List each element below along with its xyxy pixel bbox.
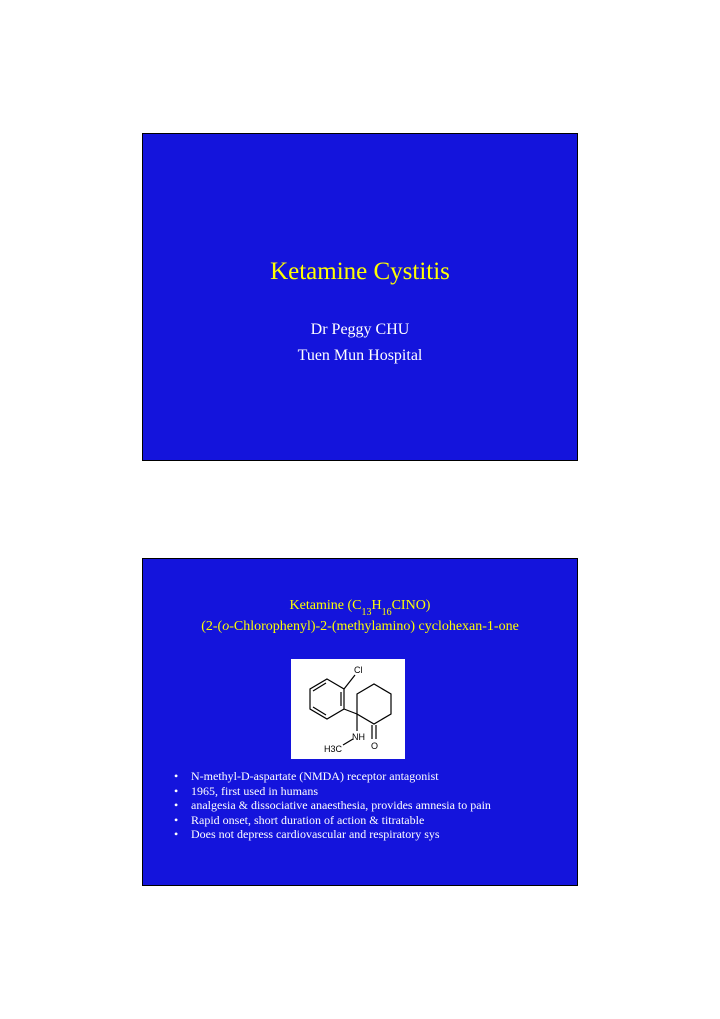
bullet-item: • analgesia & dissociative anaesthesia, provides amnesia to pain (171, 798, 551, 813)
cyclohexane-ring (357, 684, 391, 724)
author-name: Dr Peggy CHU (310, 321, 410, 338)
chemical-name (143, 619, 577, 635)
nh-label: NH (352, 732, 365, 742)
benzene-inner-bond-1 (313, 683, 326, 691)
structure-svg (291, 659, 405, 759)
formula-rest: CINO) (391, 598, 431, 613)
benzene-ring (310, 679, 344, 719)
slide-ketamine (142, 558, 578, 886)
bullet-item: • N-methyl-D-aspartate (NMDA) receptor antagonist (171, 769, 551, 784)
formula-heading (143, 598, 577, 618)
h3c-label: H3C (324, 744, 343, 754)
chem-prefix: (2-( (201, 619, 223, 634)
formula-c-subscript: 13 (361, 606, 372, 618)
chem-italic: o (222, 619, 230, 634)
formula-h-subscript: 16 (381, 606, 392, 618)
slide-title (142, 133, 578, 461)
ring-link-bond (344, 709, 357, 714)
formula-h-letter: H (371, 598, 382, 613)
cl-label: Cl (354, 665, 363, 675)
benzene-inner-bond-3 (313, 707, 326, 715)
chlorine-bond (344, 675, 355, 689)
chem-rest: -Chlorophenyl)-2-(methylamino) cyclohexan-1-one (229, 619, 519, 634)
formula-label: Ketamine (C (289, 598, 362, 613)
slide-title-text: Ketamine Cystitis (270, 258, 450, 285)
ketamine-structure-diagram (291, 659, 405, 759)
hospital-name: Tuen Mun Hospital (297, 347, 423, 364)
bullet-item: • 1965, first used in humans (171, 784, 551, 799)
bullet-item: • Does not depress cardiovascular and respiratory sys (171, 827, 551, 842)
bullet-list (171, 769, 551, 842)
oxygen-label: O (371, 741, 379, 751)
bullet-item: • Rapid onset, short duration of action & titratable (171, 813, 551, 828)
